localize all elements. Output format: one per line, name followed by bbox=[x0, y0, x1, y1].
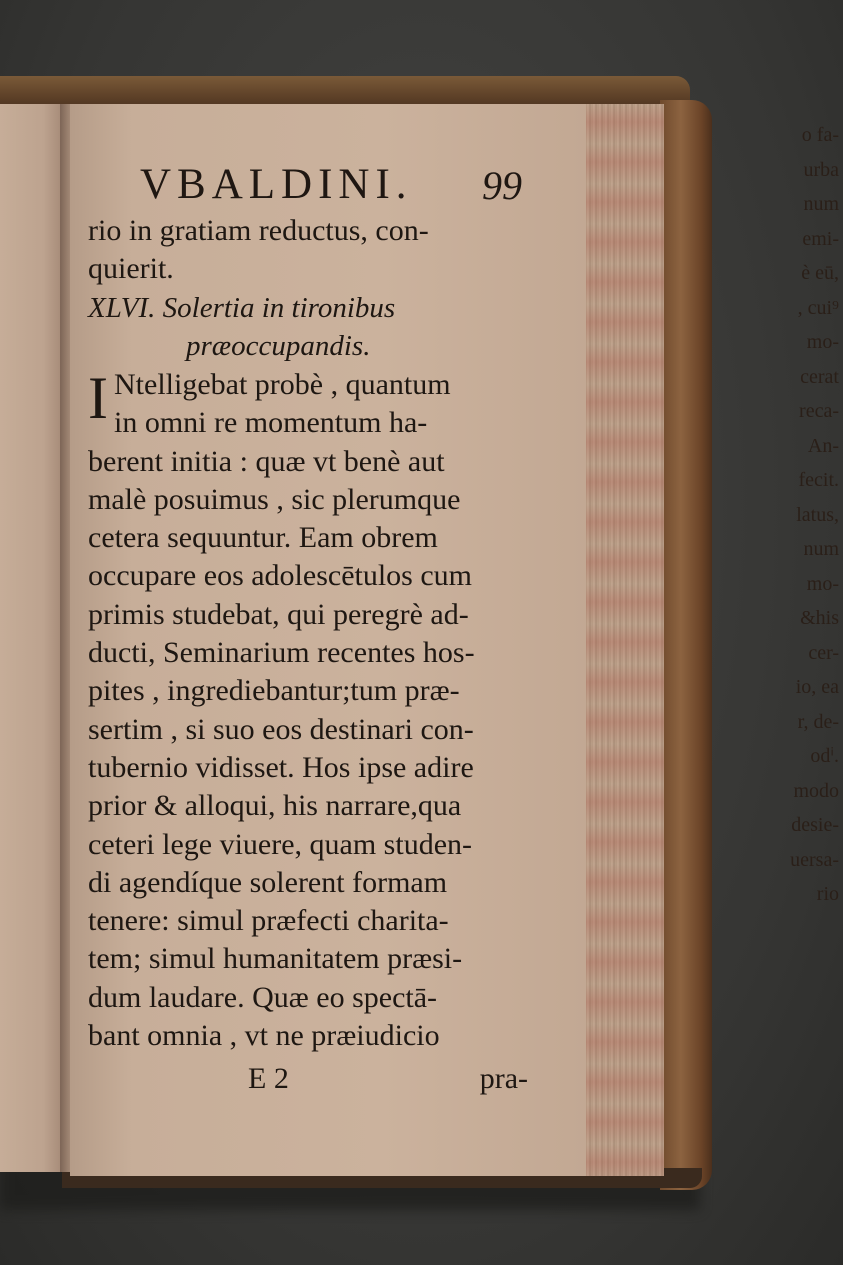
text-line: di agendíque solerent formam bbox=[88, 865, 448, 899]
text-line: in omni re momentum ha- bbox=[114, 406, 428, 440]
left-fragment: io, ea bbox=[795, 676, 839, 698]
text-line: primis studebat, qui peregrè ad- bbox=[88, 597, 469, 631]
drop-cap: I bbox=[88, 365, 108, 431]
signature-mark: E 2 bbox=[248, 1062, 289, 1095]
left-page bbox=[0, 104, 65, 1172]
left-fragment: emi- bbox=[802, 227, 839, 250]
left-fragment: urba bbox=[803, 158, 839, 181]
left-fragment: fecit. bbox=[798, 469, 839, 491]
left-fragment: è eū, bbox=[801, 262, 839, 284]
page-text-top bbox=[88, 212, 528, 365]
text-line: cetera sequuntur. Eam obrem bbox=[88, 521, 438, 555]
left-fragment: desie- bbox=[791, 814, 839, 836]
left-fragment: o fa- bbox=[801, 124, 839, 146]
left-fragment: num bbox=[803, 538, 839, 560]
left-fragment: An- bbox=[807, 434, 839, 457]
left-fragment: rio bbox=[816, 883, 839, 905]
page-footer bbox=[88, 1062, 528, 1102]
paragraph bbox=[88, 366, 528, 1055]
section-heading-cont: præoccupandis. bbox=[186, 329, 371, 362]
section-heading: XLVI. Solertia in tironibus bbox=[88, 291, 396, 324]
left-fragment: latus, bbox=[796, 503, 839, 526]
left-page-text bbox=[781, 118, 839, 912]
text-line: malè posuimus , sic plerumque bbox=[88, 482, 461, 516]
left-fragment: , cui⁹ bbox=[797, 296, 839, 319]
left-fragment: modo bbox=[793, 779, 839, 802]
left-fragment: mo- bbox=[806, 331, 839, 353]
text-line: Ntelligebat probè , quantum bbox=[114, 368, 451, 401]
continuation-line: quierit. bbox=[88, 252, 174, 286]
text-line: berent initia : quæ vt benè aut bbox=[88, 444, 445, 478]
text-line: dum laudare. Quæ eo spectā- bbox=[88, 980, 438, 1014]
left-fragment: r, de- bbox=[797, 710, 839, 733]
running-title: VBALDINI. bbox=[140, 161, 413, 208]
text-line: ducti, Seminarium recentes hos- bbox=[88, 636, 475, 670]
page-header bbox=[140, 160, 530, 210]
text-line: tubernio vidisset. Hos ipse adire bbox=[88, 750, 474, 784]
left-fragment: &his bbox=[800, 607, 839, 629]
continuation-line: rio in gratiam reductus, con- bbox=[88, 214, 429, 247]
book-spine bbox=[660, 100, 712, 1190]
text-line: occupare eos adolescētulos cum bbox=[88, 559, 473, 593]
text-line: pites , ingrediebantur;tum præ- bbox=[88, 674, 460, 708]
text-line: tem; simul humanitatem præsi- bbox=[88, 942, 463, 976]
left-fragment: num bbox=[803, 193, 839, 215]
left-fragment: mo- bbox=[806, 572, 839, 595]
text-line: bant omnia , vt ne præiudicio bbox=[88, 1019, 440, 1053]
catchword: pra- bbox=[479, 1062, 528, 1095]
left-fragment: odⁱ. bbox=[810, 745, 839, 767]
text-line: sertim , si suo eos destinari con- bbox=[88, 712, 474, 746]
text-line: tenere: simul præfecti charita- bbox=[88, 904, 449, 938]
left-fragment: reca- bbox=[799, 400, 839, 422]
page-edges bbox=[586, 104, 664, 1176]
left-fragment: uersa- bbox=[790, 848, 839, 871]
left-fragment: cer- bbox=[808, 641, 839, 664]
left-fragment: cerat bbox=[800, 365, 839, 388]
text-line: ceteri lege viuere, quam studen- bbox=[88, 827, 472, 861]
text-line: prior & alloqui, his narrare,qua bbox=[88, 789, 462, 823]
page-number: 99 bbox=[482, 163, 522, 208]
